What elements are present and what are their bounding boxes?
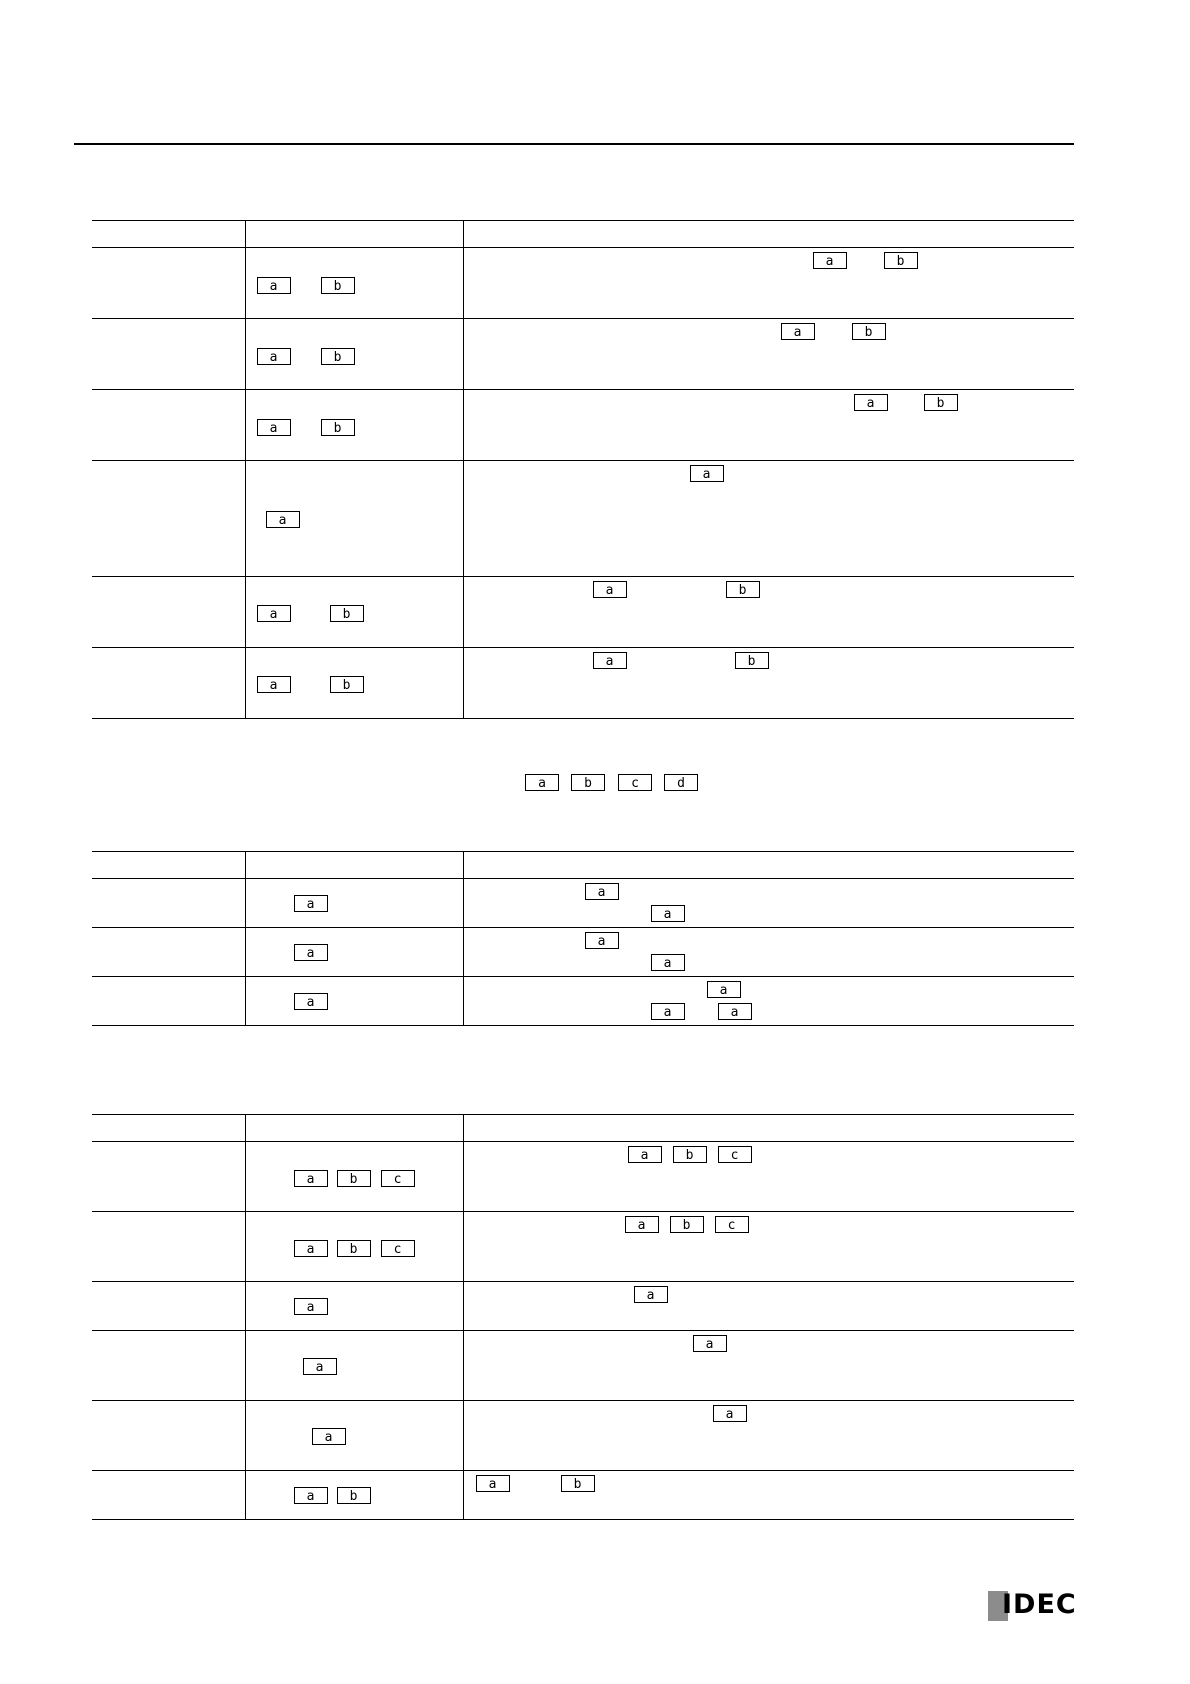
operand-box-b: b [337,1240,371,1257]
operand-box-c: c [715,1216,749,1233]
operand-box-a: a [634,1286,668,1303]
operand-box-b: b [884,252,918,269]
operand-box-a: a [476,1475,510,1492]
operand-box-b: b [337,1487,371,1504]
table-row [92,248,1074,319]
table-row [92,1142,1074,1212]
operand-box-a: a [266,511,300,528]
operand-box-a: a [651,1003,685,1020]
operand-box-a: a [593,581,627,598]
table-header [92,221,1074,248]
operand-box-a: a [294,993,328,1010]
operand-box-a: a [693,1335,727,1352]
operand-box-c: c [381,1170,415,1187]
table-row [92,390,1074,461]
operand-box-a: a [718,1003,752,1020]
operand-box-a: a [707,981,741,998]
table-row [92,977,1074,1026]
operand-box-a: a [585,883,619,900]
operand-box-b: b [330,605,364,622]
operand-box-b: b [571,774,605,791]
operand-box-a: a [257,605,291,622]
operand-box-b: b [337,1170,371,1187]
operand-box-a: a [257,419,291,436]
operand-box-a: a [651,954,685,971]
table-header [92,852,1074,879]
operand-box-c: c [381,1240,415,1257]
table-row [92,648,1074,719]
operand-box-a: a [303,1358,337,1375]
operand-box-a: a [294,1298,328,1315]
operand-box-b: b [561,1475,595,1492]
operand-box-a: a [294,944,328,961]
table-row [92,577,1074,648]
operand-box-a: a [628,1146,662,1163]
operand-box-a: a [593,652,627,669]
operand-box-a: a [294,1487,328,1504]
operand-box-c: c [618,774,652,791]
operand-box-a: a [585,932,619,949]
table-row [92,1471,1074,1520]
operand-box-a: a [854,394,888,411]
operand-box-b: b [330,676,364,693]
operand-box-d: d [664,774,698,791]
operand-box-b: b [321,419,355,436]
operand-box-a: a [813,252,847,269]
table-row [92,461,1074,577]
table-1 [92,220,1074,719]
table-3 [92,1114,1074,1520]
operand-box-b: b [924,394,958,411]
operand-box-b: b [321,348,355,365]
table-row [92,319,1074,390]
operand-box-b: b [852,323,886,340]
operand-box-a: a [257,676,291,693]
operand-box-b: b [670,1216,704,1233]
operand-box-a: a [690,465,724,482]
operand-box-b: b [726,581,760,598]
operand-box-b: b [735,652,769,669]
operand-box-a: a [294,1170,328,1187]
table-row [92,1282,1074,1331]
operand-box-a: a [625,1216,659,1233]
operand-box-a: a [713,1405,747,1422]
operand-box-c: c [718,1146,752,1163]
operand-box-a: a [294,895,328,912]
table-header [92,1115,1074,1142]
table-row [92,879,1074,928]
idec-logo [988,1591,1076,1621]
operand-box-a: a [257,348,291,365]
operand-box-a: a [312,1428,346,1445]
operand-box-b: b [321,277,355,294]
operand-box-a: a [781,323,815,340]
operand-box-a: a [257,277,291,294]
table-2 [92,851,1074,1026]
operand-box-a: a [651,905,685,922]
operand-box-a: a [294,1240,328,1257]
operand-box-a: a [525,774,559,791]
operand-box-b: b [673,1146,707,1163]
top-rule [74,143,1074,145]
table-row [92,928,1074,977]
table-row [92,1331,1074,1401]
logo-text: IDEC [1002,1589,1077,1620]
table-row [92,1212,1074,1282]
table-row [92,1401,1074,1471]
